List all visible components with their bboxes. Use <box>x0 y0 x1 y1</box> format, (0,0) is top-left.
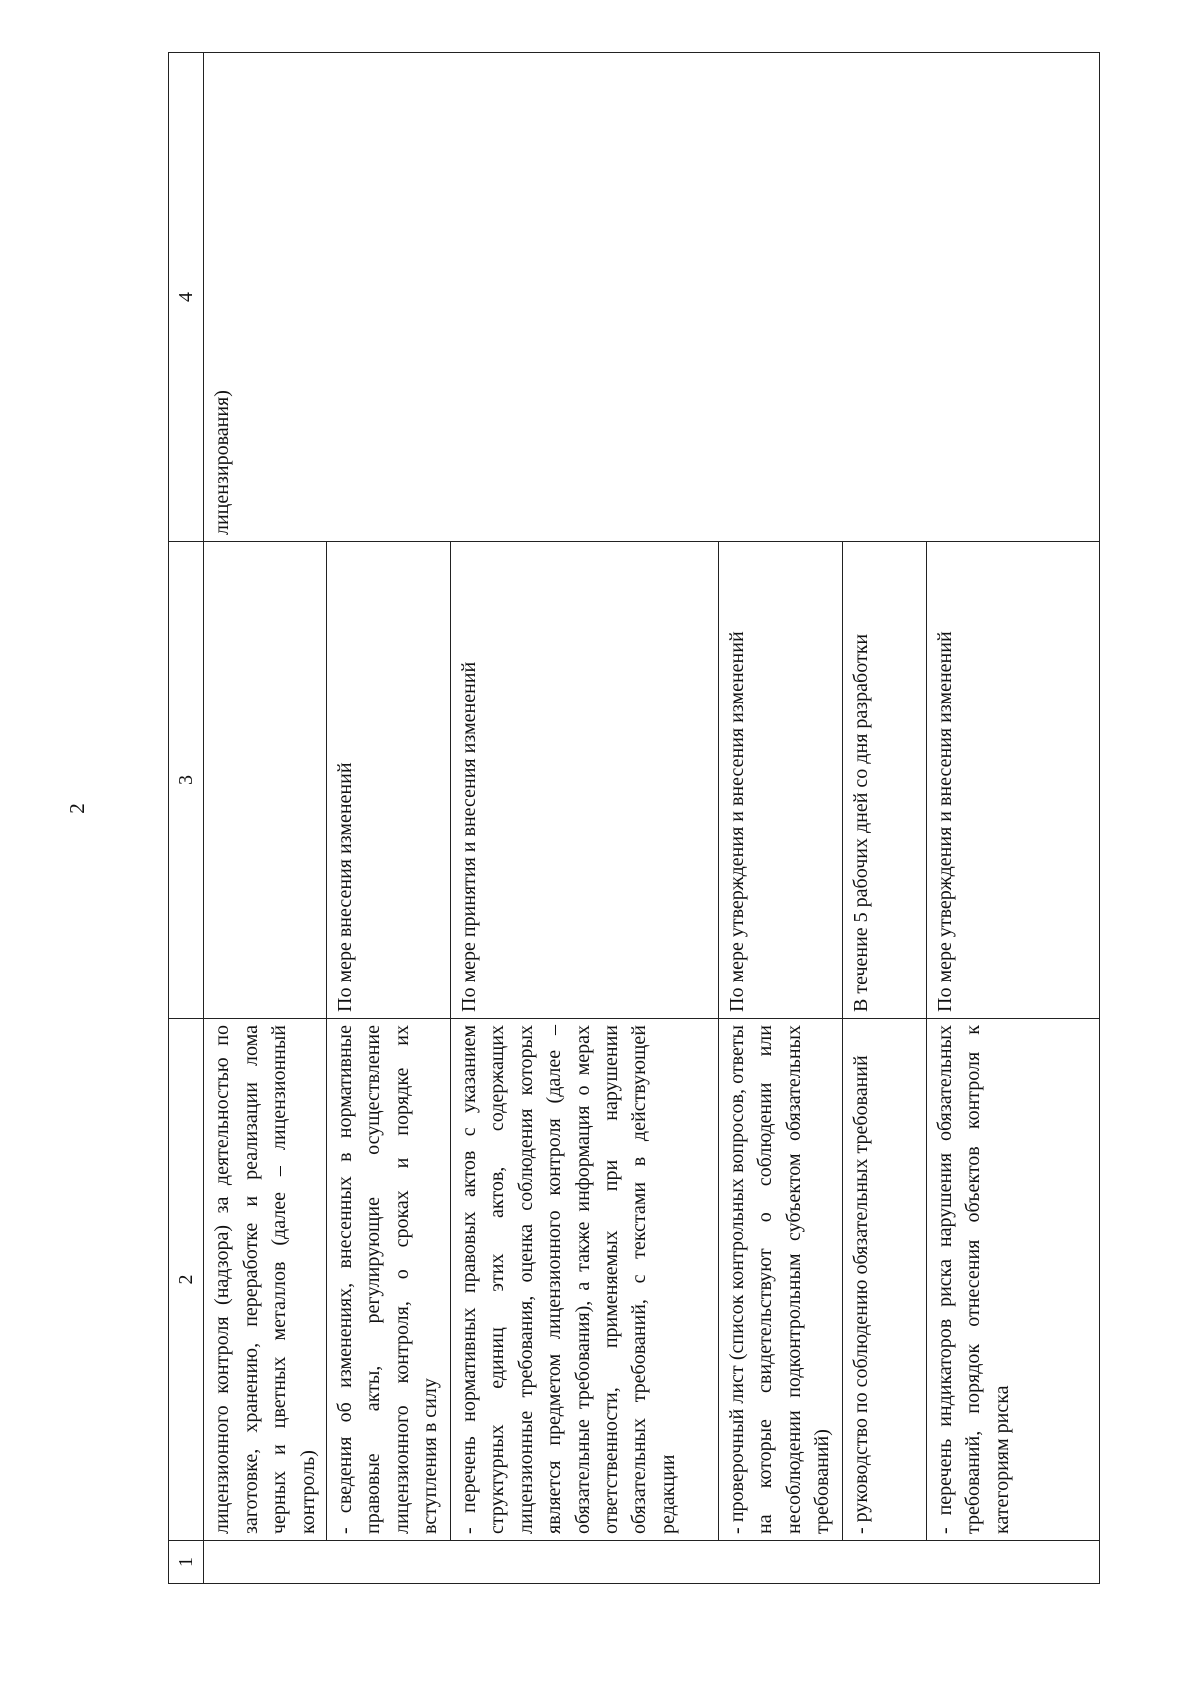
row-1-col-3 <box>204 542 327 1019</box>
document-table-area <box>168 105 1100 1584</box>
header-col-4: 4 <box>169 53 204 542</box>
row-1-col-2: лицензионного контроля (надзора) за деятельностью по заготовке, хранению, переработке и реализации лома черных и цветных металлов (далее – лицензионный контроль) <box>204 1019 327 1541</box>
header-col-2: 2 <box>169 1019 204 1541</box>
col-4-cell: лицензирования) <box>204 53 1100 542</box>
row-6-col-3: По мере утверждения и внесения изменений <box>926 542 1099 1019</box>
row-6-col-2: - перечень индикаторов риска нарушения обязательных требований, порядок отнесения объектов контроля к категориям риска <box>926 1019 1099 1541</box>
header-col-1: 1 <box>169 1541 204 1584</box>
row-2-col-2: - сведения об изменениях, внесенных в нормативные правовые акты, регулирующие осуществление лицензионного контроля, о сроках и порядке их вступления в силу <box>326 1019 450 1541</box>
rotated-table-container <box>168 105 1100 1584</box>
table-row <box>204 53 327 1584</box>
table-header-row <box>169 53 204 1584</box>
header-col-3: 3 <box>169 542 204 1019</box>
row-3-col-3: По мере принятия и внесения изменений <box>450 542 718 1019</box>
row-5-col-3: В течение 5 рабочих дней со дня разработки <box>842 542 926 1019</box>
col-1-cell <box>204 1541 1100 1584</box>
row-3-col-2: - перечень нормативных правовых актов с указанием структурных единиц этих актов, содержащих лицензионные требования, оценка соблюдения которых является предметом лицензионного контроля (далее – обязательные требования), а также информация о мерах ответственности, применяемых при нарушении обязательных требований, с текстами в действующей редакции <box>450 1019 718 1541</box>
row-4-col-2: - проверочный лист (список контрольных вопросов, ответы на которые свидетельствуют о соблюдении или несоблюдении подконтрольным субъектом обязательных требований) <box>718 1019 842 1541</box>
row-2-col-3: По мере внесения изменений <box>326 542 450 1019</box>
page-number: 2 <box>64 803 89 814</box>
measures-table <box>168 52 1100 1584</box>
row-4-col-3: По мере утверждения и внесения изменений <box>718 542 842 1019</box>
row-5-col-2: - руководство по соблюдению обязательных требований <box>842 1019 926 1541</box>
